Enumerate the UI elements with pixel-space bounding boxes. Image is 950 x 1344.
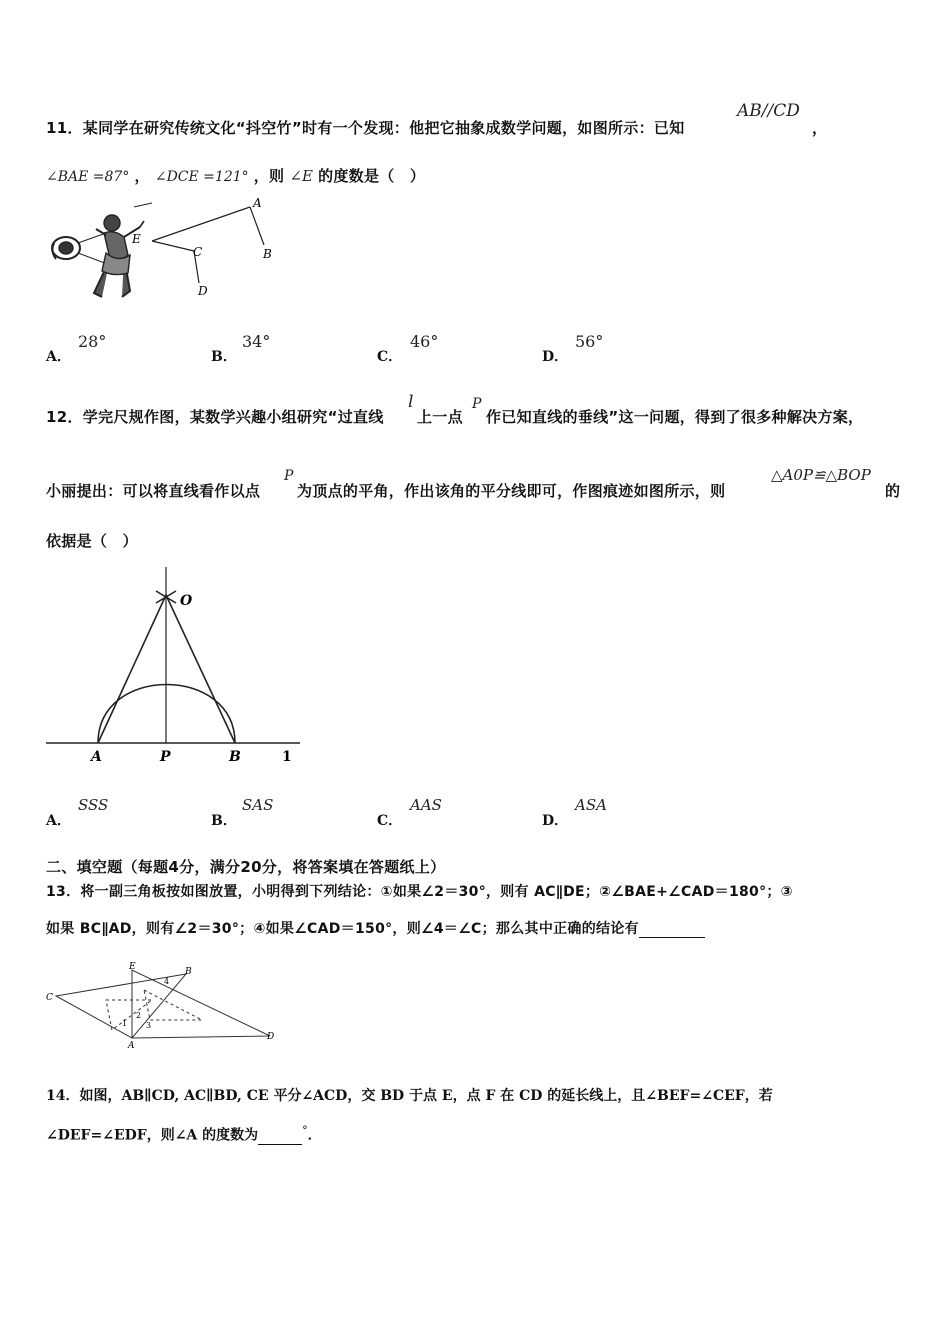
q11-comma: ，: [812, 119, 828, 137]
q12-congruence: △A0P≌△BOP: [771, 466, 871, 484]
q12-segment-bo: [166, 595, 235, 743]
q12-line1-a: 12．学完尺规作图，某数学兴趣小组研究“过直线: [46, 408, 384, 426]
q11-label-a: A: [253, 196, 262, 210]
q11-label-e: E: [132, 232, 141, 246]
q11-stem-line2: [46, 165, 425, 186]
q13-line2-wrap: [46, 918, 705, 938]
q11-angle-dce: ∠DCE =121°: [154, 169, 249, 185]
q11-label-b: B: [263, 247, 272, 261]
q14-degree: °: [302, 1124, 308, 1137]
q13-line2: 如果 BC∥AD，则有∠2＝30°；④如果∠CAD＝150°，则∠4＝∠C；那么其中正确的结论有: [46, 921, 639, 937]
q11-label-c: C: [193, 245, 203, 259]
q11-stem-b: ，则: [253, 167, 285, 185]
q11-option-a-letter[interactable]: A．: [46, 349, 71, 365]
q13-angle-4: 4: [164, 977, 170, 986]
q12-option-c-value[interactable]: AAS: [410, 796, 442, 814]
q11-option-a-value[interactable]: 28°: [78, 332, 107, 351]
q13-answer-blank[interactable]: [639, 923, 705, 938]
q14-line2-wrap: [46, 1124, 322, 1145]
q12-option-c-letter[interactable]: C．: [377, 813, 403, 829]
q12-var-p2: P: [284, 468, 294, 484]
q12-line2-a: 小丽提出：可以将直线看作以点: [46, 482, 261, 500]
q12-line3: 依据是（ ）: [46, 532, 138, 550]
q13-triangle-ade: [132, 970, 270, 1038]
q11-figure: [44, 193, 294, 308]
q12-var-l: l: [408, 392, 414, 412]
q11-stem-line1: [46, 117, 685, 138]
q13-hidden-edges-2: [144, 990, 202, 1020]
q11-sep: ，: [134, 167, 150, 185]
q13-label-a: A: [128, 1041, 135, 1050]
q12-option-d-value[interactable]: ASA: [575, 796, 607, 814]
q11-option-b-letter[interactable]: B．: [211, 349, 237, 365]
diabolo-player-illustration: [52, 203, 152, 297]
q11-angle-e: ∠E: [289, 167, 313, 185]
q11-stem-a: 11．某同学在研究传统文化“抖空竹”时有一个发现：他把它抽象成数学问题，如图所示：已知: [46, 119, 685, 137]
q11-option-d-letter[interactable]: D．: [542, 349, 569, 365]
q12-label-1: 1: [282, 749, 292, 765]
q13-angle-1: 1: [122, 1019, 128, 1028]
q12-option-b-value[interactable]: SAS: [242, 796, 274, 814]
q11-stem-c: 的度数是（ ）: [318, 167, 426, 185]
q14-line2: ∠DEF=∠EDF，则∠A 的度数为: [46, 1127, 259, 1144]
q12-option-a-value[interactable]: SSS: [78, 796, 109, 814]
q13-angle-2: 2: [136, 1011, 142, 1020]
q11-option-b-value[interactable]: 34°: [242, 332, 271, 351]
q12-line2-b: 为顶点的平角，作出该角的平分线即可，作图痕迹如图所示，则: [297, 482, 726, 500]
q14-period: ．: [307, 1127, 322, 1144]
q12-var-p: P: [472, 396, 482, 412]
q11-option-c-letter[interactable]: C．: [377, 349, 403, 365]
q11-geometry: [152, 207, 264, 283]
q13-angle-3: 3: [146, 1021, 152, 1030]
q12-figure: [44, 565, 306, 770]
q12-label-b: B: [229, 749, 241, 765]
q11-math-parallel: AB//CD: [737, 101, 800, 121]
q13-label-b: B: [185, 967, 192, 977]
q12-line2-c: 的: [885, 482, 901, 500]
q13-label-c: C: [46, 993, 53, 1003]
q13-label-e: E: [129, 962, 136, 972]
section-title-fill-blank: 二、填空题（每题4分，满分20分，将答案填在答题纸上）: [46, 858, 446, 876]
q12-label-a: A: [91, 749, 102, 765]
q12-line1-b: 上一点: [417, 408, 463, 426]
q12-option-b-letter[interactable]: B．: [211, 813, 237, 829]
q11-option-c-value[interactable]: 46°: [410, 332, 439, 351]
q14-line1: 14．如图，AB∥CD, AC∥BD, CE 平分∠ACD，交 BD 于点 E，点 F 在 CD 的延长线上，且∠BEF=∠CEF，若: [46, 1088, 773, 1104]
q12-segment-ao: [98, 595, 166, 743]
q11-option-d-value[interactable]: 56°: [575, 332, 604, 351]
q13-figure: [44, 960, 280, 1050]
q14-answer-blank[interactable]: [258, 1130, 302, 1145]
q13-label-d: D: [267, 1032, 275, 1042]
q12-option-d-letter[interactable]: D．: [542, 813, 569, 829]
q12-label-p: P: [160, 749, 171, 765]
q12-line1-c: 作已知直线的垂线”这一问题，得到了很多种解决方案，: [486, 408, 864, 426]
q12-label-o: O: [180, 593, 193, 609]
q12-option-a-letter[interactable]: A．: [46, 813, 71, 829]
q11-label-d: D: [198, 284, 208, 298]
q13-line1: 13．将一副三角板按如图放置，小明得到下列结论：①如果∠2＝30°，则有 AC∥DE；②∠BAE+∠CAD＝180°；③: [46, 884, 793, 900]
q11-angle-bae: ∠BAE =87°: [46, 169, 130, 185]
